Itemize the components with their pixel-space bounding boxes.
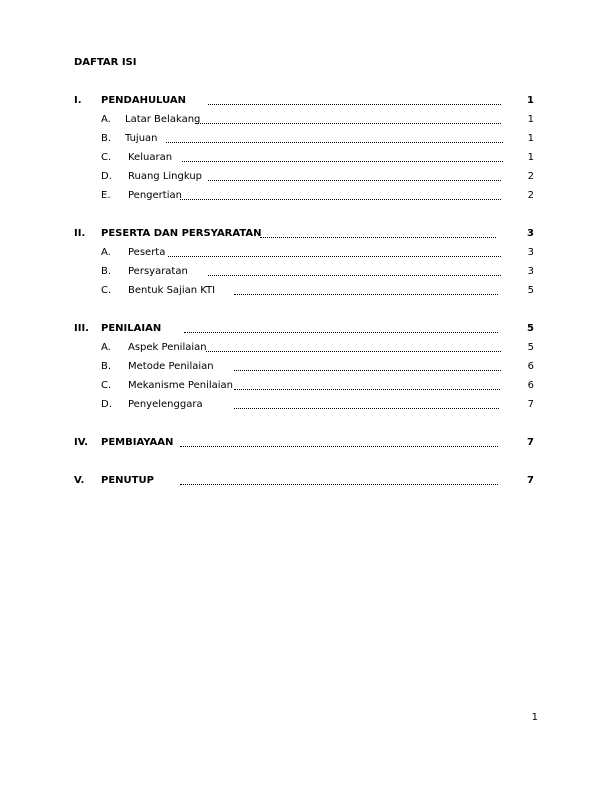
- toc-row-1a[interactable]: [0, 114, 612, 128]
- page-ref: 1: [527, 152, 534, 163]
- toc-row-3b[interactable]: [0, 361, 612, 375]
- subsection-label: Penyelenggara: [128, 399, 203, 410]
- dot-leader: [234, 370, 501, 371]
- subsection-label: Ruang Lingkup: [128, 171, 203, 182]
- subsection-letter: B.: [101, 133, 112, 144]
- toc-row-section-4[interactable]: [0, 437, 612, 451]
- toc-row-1d[interactable]: [0, 171, 612, 185]
- page-ref: 2: [527, 190, 534, 201]
- section-number: III.: [74, 323, 89, 334]
- dot-leader: [168, 256, 501, 257]
- document-title: DAFTAR ISI: [74, 57, 137, 68]
- subsection-letter: B.: [101, 266, 112, 277]
- dot-leader: [234, 294, 498, 295]
- section-number: I.: [74, 95, 82, 106]
- section-number: IV.: [74, 437, 88, 448]
- page-ref: 1: [527, 114, 534, 125]
- subsection-letter: D.: [101, 171, 112, 182]
- section-label: PESERTA DAN PERSYARATAN: [101, 228, 262, 239]
- dot-leader: [260, 237, 496, 238]
- page-ref: 5: [527, 342, 534, 353]
- page-ref: 5: [527, 285, 534, 296]
- subsection-label: Mekanisme Penilaian: [128, 380, 234, 391]
- dot-leader: [180, 446, 498, 447]
- toc-row-1c[interactable]: [0, 152, 612, 166]
- toc-row-section-5[interactable]: [0, 475, 612, 489]
- section-label: PEMBIAYAAN: [101, 437, 174, 448]
- dot-leader: [182, 161, 503, 162]
- page-ref: 6: [527, 361, 534, 372]
- page-ref: 7: [527, 437, 534, 448]
- toc-row-2b[interactable]: [0, 266, 612, 280]
- subsection-label: Peserta: [128, 247, 166, 258]
- section-number: II.: [74, 228, 86, 239]
- page-ref: 2: [527, 171, 534, 182]
- section-label: PENILAIAN: [101, 323, 162, 334]
- subsection-label: Tujuan: [125, 133, 158, 144]
- subsection-label: Persyaratan: [128, 266, 188, 277]
- subsection-label: Pengertian: [128, 190, 182, 201]
- subsection-letter: C.: [101, 152, 112, 163]
- page-ref: 3: [527, 228, 534, 239]
- page-ref: 1: [527, 95, 534, 106]
- page-ref: 3: [527, 266, 534, 277]
- dot-leader: [180, 484, 498, 485]
- dot-leader: [184, 332, 498, 333]
- page-ref: 5: [527, 323, 534, 334]
- footer-page-number: 1: [531, 712, 538, 723]
- page-ref: 1: [527, 133, 534, 144]
- toc-row-section-3[interactable]: [0, 323, 612, 337]
- subsection-letter: C.: [101, 380, 112, 391]
- subsection-letter: D.: [101, 399, 112, 410]
- dot-leader: [234, 389, 500, 390]
- dot-leader: [180, 199, 501, 200]
- toc-row-3a[interactable]: [0, 342, 612, 356]
- subsection-label: Aspek Penilaian: [128, 342, 207, 353]
- toc-row-1e[interactable]: [0, 190, 612, 204]
- page-ref: 3: [527, 247, 534, 258]
- subsection-label: Bentuk Sajian KTI: [128, 285, 216, 296]
- subsection-label: Latar Belakang: [125, 114, 201, 125]
- subsection-letter: B.: [101, 361, 112, 372]
- toc-row-3c[interactable]: [0, 380, 612, 394]
- section-label: PENDAHULUAN: [101, 95, 186, 106]
- section-number: V.: [74, 475, 85, 486]
- toc-row-3d[interactable]: [0, 399, 612, 413]
- subsection-label: Keluaran: [128, 152, 173, 163]
- toc-row-section-2[interactable]: [0, 228, 612, 242]
- page-ref: 6: [527, 380, 534, 391]
- dot-leader: [195, 123, 501, 124]
- dot-leader: [208, 180, 501, 181]
- toc-row-2c[interactable]: [0, 285, 612, 299]
- toc-row-2a[interactable]: [0, 247, 612, 261]
- subsection-letter: C.: [101, 285, 112, 296]
- dot-leader: [208, 104, 501, 105]
- dot-leader: [206, 351, 501, 352]
- page-ref: 7: [527, 475, 534, 486]
- dot-leader: [234, 408, 499, 409]
- section-label: PENUTUP: [101, 475, 154, 486]
- dot-leader: [208, 275, 501, 276]
- toc-row-1b[interactable]: [0, 133, 612, 147]
- dot-leader: [166, 142, 503, 143]
- toc-row-section-1[interactable]: [0, 95, 612, 109]
- subsection-label: Metode Penilaian: [128, 361, 214, 372]
- subsection-letter: A.: [101, 114, 111, 125]
- subsection-letter: A.: [101, 247, 111, 258]
- page-ref: 7: [527, 399, 534, 410]
- subsection-letter: E.: [101, 190, 111, 201]
- subsection-letter: A.: [101, 342, 111, 353]
